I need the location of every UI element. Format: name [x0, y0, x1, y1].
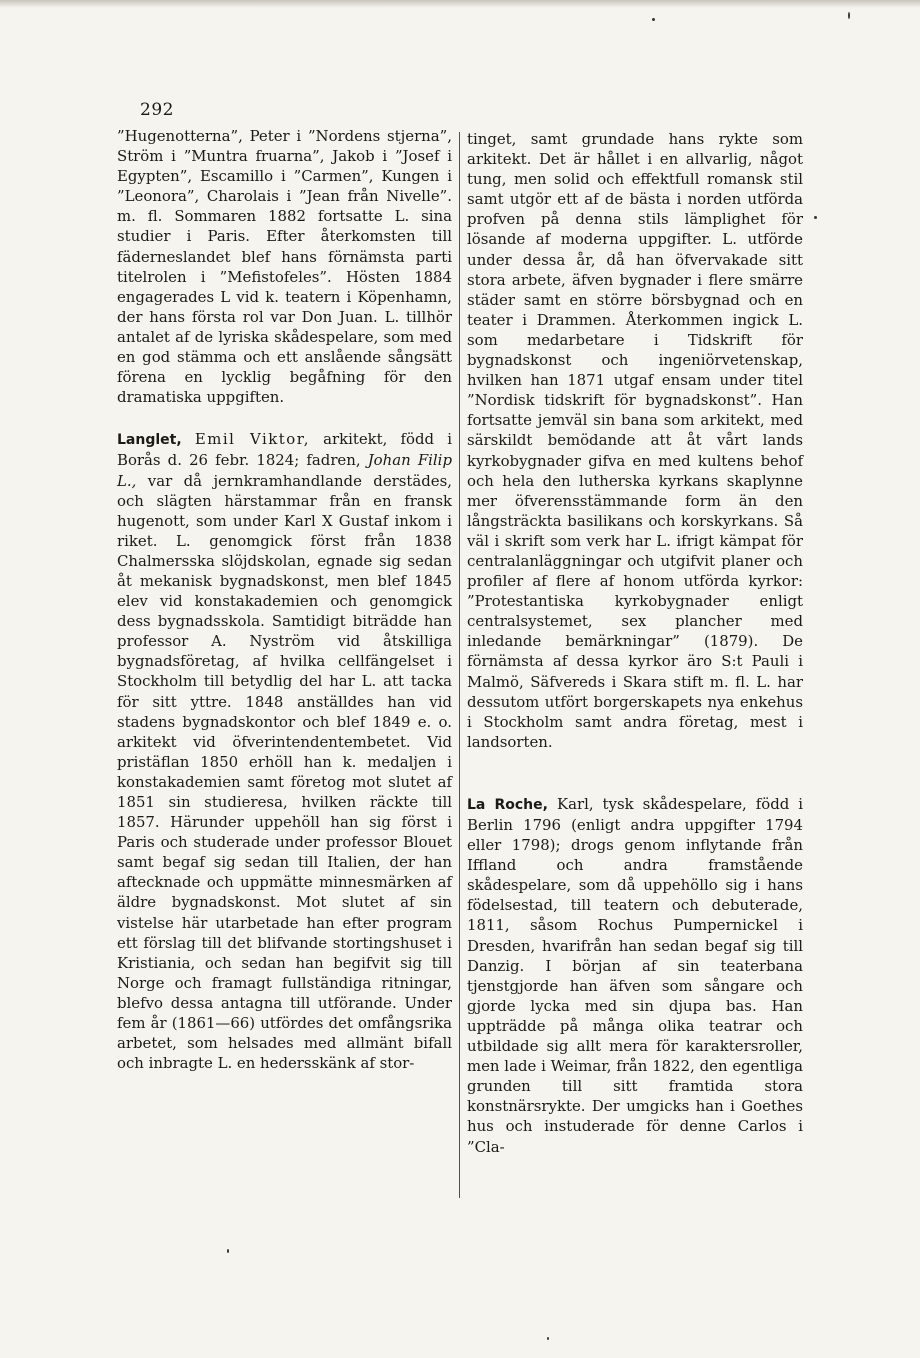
entry-intro: arkitekt, född i Borås d. 26 febr. 1824; fadren, [117, 430, 452, 470]
scan-top-edge [0, 0, 920, 8]
scan-speck [652, 18, 655, 21]
left-column [117, 126, 452, 1073]
entry-body: tysk skådespelare, född i Berlin 1796 (enligt andra uppgifter 1794 eller 1798); drogs genom inflytande från Iffland och andra framstående skådespelare, som då uppehöllo sig i hans födelsestad, till teatern och debuterade, 1811, såsom Rochus Pumpernickel i Dresden, hvarifrån han sedan begaf sig till Danzig. I början af sin teaterbana tjenstgjorde han äfven som sångare och gjorde lycka med sin djupa bas. Han uppträdde på många olika teatrar och utbildade sig allt mera för karaktersroller, men lade i Weimar, från 1822, den egentliga grunden till sitt framtida stora konstnärsrykte. Der umgicks han i Goethes hus och instuderade för denne Carlos i ”Cla- [467, 794, 803, 1156]
entry-headword: Langlet, [117, 432, 182, 449]
entry-body: var då jernkramhandlande derstädes, och slägten härstammar från en fransk hugenott, som under Karl X Gustaf inkom i riket. L. genomgick först från 1838 Chalmersska slöjdskolan, egnade sig sedan åt mekanisk bygnadskonst, men blef 1845 elev vid konstakademien och genomgick dess bygnadsskola. Samtidigt biträdde han professor A. Nyström vid åtskilliga bygnadsföretag, af hvilka cellfängelset i Stockholm till betydlig del har L. att tacka för sitt yttre. 1848 anställdes han vid stadens bygnadskontor och blef 1849 e. o. arkitekt vid öfverintendentembetet. Vid pristäflan 1850 erhöll han k. medaljen i konstakademien samt företog mot slutet af 1851 sin studieresa, hvilken räckte till 1857. Härunder uppehöll han sig först i Paris och studerade under professor Blouet samt begaf sig sedan till Italien, der han aftecknade och uppmätte minnesmärken af äldre bygnadskonst. Mot slutet af sin vistelse här utarbetade han efter program ett förslag till det blifvande stortingshuset i Kristiania, och sedan han begifvit sig till Norge och framagt fullständiga ritningar, blefvo dessa antagna till utförande. Under fem år (1861—66) utfördes det omfångsrika arbetet, som helsades med allmänt bifall och inbragte L. en hedersskänk af stor- [117, 471, 452, 1073]
right-column [467, 129, 803, 1157]
entry-father-name: Johan Filip L., [117, 451, 452, 490]
scan-speck [547, 1337, 549, 1340]
entry-langlet-continued: tinget, samt grundade hans rykte som arkitekt. Det är hållet i en allvarlig, något tung, men solid och effektfull romansk stil samt utgör ett af de bästa i norden utförda profven på denna stils lämplighet för lösande af moderna uppgifter. L. utförde under dessa år, då han öfvervakade sitt stora arbete, äfven bygnader i flere smärre städer samt en större börsbygnad och en teater i Drammen. Återkommen ingick L. som medarbetare i Tidskrift för bygnadskonst och ingeniörvetenskap, hvilken han 1871 utgaf ensam under titel ”Nordisk tidskrift för bygnadskonst”. Han fortsatte jemväl sin bana som arkitekt, med särskildt bemödande att åt vårt lands kyrkobygnader gifva en med kultens behof och hela den lutherska kyrkans skaplynne mer öfverensstämmande form än den långsträckta basilikans och korskyrkans. Så väl i skrift som verk har L. ifrigt kämpat för centralanläggningar och utgifvit planer och profiler af flere af honom utförda kyrkor: ”Protestantiska kyrkobygnader enligt centralsystemet, sex plancher med inledande bemärkningar” (1879). De förnämsta af dessa kyrkor äro S:t Pauli i Malmö, Säfvereds i Skara stift m. fl. L. har dessutom utfört borgerskapets nya enkehus i Stockholm samt andra företag, mest i landsorten. [467, 130, 803, 751]
entry-name: Emil Viktor, [194, 430, 310, 449]
column-divider [459, 132, 460, 1198]
scan-speck [814, 216, 817, 219]
entry-name: Karl, [556, 794, 594, 813]
scan-speck [848, 12, 850, 19]
previous-entry-continuation: ”Hugenotterna”, Peter i ”Nordens stjerna”, Ström i ”Muntra fruarna”, Jakob i ”Josef i Egypten”, Escamillo i ”Carmen”, Kungen i ”Leonora”, Charolais i ”Jean från Nivelle”. m. fl. Sommaren 1882 fortsatte L. sina studier i Paris. Efter återkomsten till fäderneslandet blef hans förnämsta parti titelrolen i ”Mefistofeles”. Hösten 1884 engagerades L vid k. teatern i Köpenhamn, der hans första rol var Don Juan. L. tillhör antalet af de lyriska skådespelare, som med en god stämma och ett anslående sångsätt förena en lycklig begåfning för den dramatiska uppgiften. [117, 127, 452, 407]
entry-langlet [117, 429, 452, 1073]
scan-speck [227, 1249, 229, 1253]
entry-la-roche [467, 794, 803, 1157]
page-number: 292 [140, 100, 174, 120]
entry-headword: La Roche, [467, 796, 548, 813]
